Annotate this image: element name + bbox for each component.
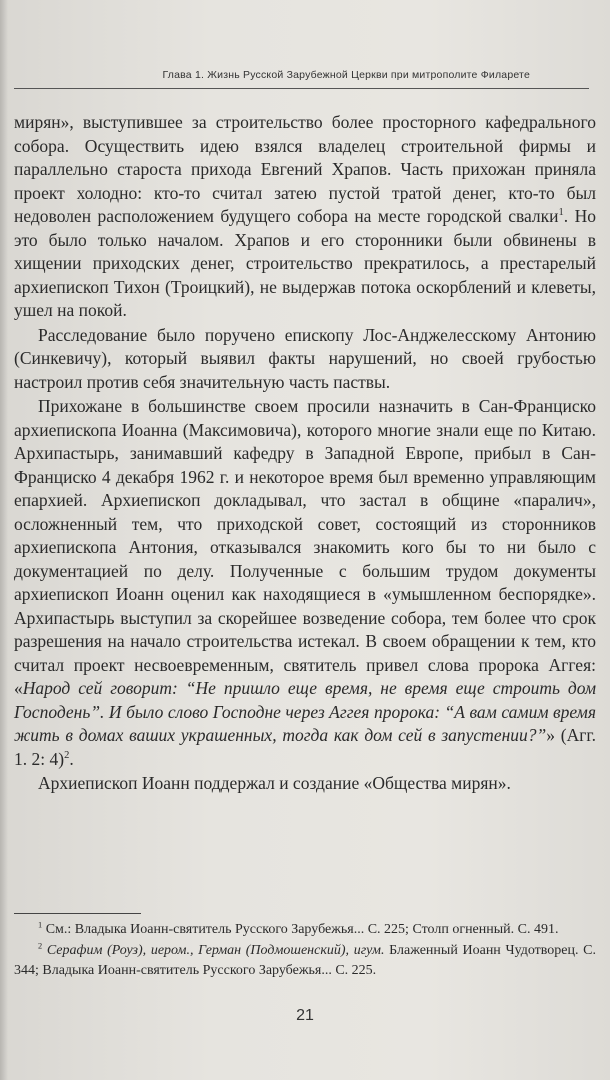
paragraph-3 [14,395,596,771]
main-text [14,111,596,796]
footnote-1-text: См.: Владыка Иоанн-святитель Русского Зарубежья... С. 225; Столп огненный. С. 491. [42,922,559,937]
header-rule [14,88,589,89]
page-number: 21 [296,1007,314,1024]
paragraph-1 [14,111,596,323]
footnote-2-text: Блаженный Иоанн Чудотворец. С. 344; Владыка Иоанн-святитель Русского Зарубежья... С. 225. [14,943,597,978]
footnote-rule [14,913,141,914]
haggai-quote: Народ сей говорит: “Не пришло еще время, не время еще строить дом Господень”. И было слово Господне через Аггея пророка: “А вам самим время жить в домах ваших украшенных, тогда как дом сей в запустении?” [14,678,596,745]
footnote-ref-1: 1 [558,207,564,219]
paragraph-1-text: мирян», выступившее за строительство более просторного кафедрального собора. Осуществить идею взялся владелец строительной фирмы и параллельно староста прихода Евгений Храпов. Часть прихожан приняла проект холодно: кто-то считал затею пустой тратой денег, кто-то был недоволен расположением будущего собора на месте городской свалки [14,112,596,226]
paragraph-4: Архиепископ Иоанн поддержал и создание «Общества мирян». [38,773,511,793]
paragraph-3-citation: » (Агг. 1. 2: 4) [14,725,596,769]
footnote-1 [14,920,596,940]
footnote-2 [14,941,596,981]
paragraph-2: Расследование было поручено епископу Лос-Анджелесскому Антонию (Синкевичу), который выявил факты нарушений, но своей грубостью настроил против себя значительную часть паствы. [14,324,596,392]
running-head: Глава 1. Жизнь Русской Зарубежной Церкви при митрополите Филарете [162,69,530,81]
footnotes [14,920,596,982]
paragraph-1-end: . Но это было только началом. Храпов и его сторонники были обвинены в хищении приходских денег, строительство прекратилось, а престарелый архиепископ Тихон (Троицкий), не выдержав потока оскорблений и клеветы, ушел на покой. [14,206,597,320]
paragraph-3-tail: . [69,748,74,769]
paragraph-3-text: Прихожане в большинстве своем просили назначить в Сан-Франциско архиепископа Иоанна (Максимовича), которого многие знали еще по Китаю. Архипастырь, занимавший кафедру в Западной Европе, прибыл в Сан-Франциско 4 декабря 1962 г. и некоторое время был временно управляющим епархией. Архиепископ докладывал, что застал в общине «паралич», осложненный тем, что приходской совет, состоящий из сторонников архиепископа Антония, отказывался знакомить кого бы то ни было с документацией по делу. Полученные с большим трудом документы архиепископ Иоанн оценил как находящиеся в «умышленном беспорядке». Архипастырь выступил за скорейшее возведение собора, тем более что срок разрешения на начало строительства истекал. В своем обращении к тем, кто считал проект несвоевременным, святитель привел слова пророка Аггея: « [14,396,596,698]
footnote-2-number: 2 [38,941,43,951]
footnote-1-number: 1 [38,920,43,930]
footnote-2-authors: Серафим (Роуз), иером., Герман (Подмошенский), игум. [42,943,385,958]
page-edge-shadow [0,0,8,1080]
footnote-ref-2: 2 [64,749,70,761]
